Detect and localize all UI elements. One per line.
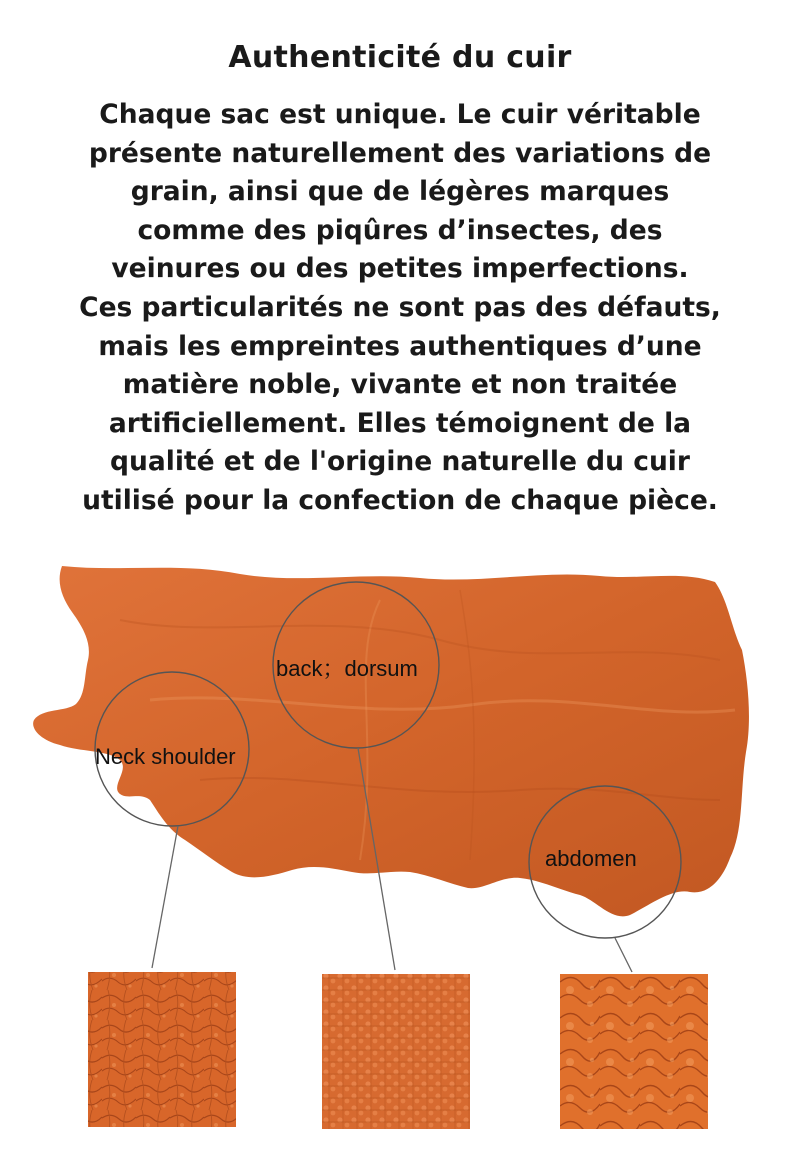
neck-texture-swatch — [88, 972, 236, 1127]
description-line: mais les empreintes authentiques d’une — [98, 330, 702, 362]
description-paragraph — [20, 96, 780, 521]
leather-hide — [33, 566, 749, 916]
belly-texture-swatch — [560, 974, 708, 1129]
description-line: veinures ou des petites imperfections. — [111, 253, 689, 285]
description-line: utilisé pour la confection de chaque pièce. — [82, 484, 718, 516]
belly-region-label: abdomen — [545, 846, 637, 871]
description-line: grain, ainsi que de légères marques — [130, 176, 670, 208]
description-line: Ces particularités ne sont pas des défauts, — [79, 291, 721, 323]
page-title: Authenticité du cuir — [228, 40, 572, 75]
description-line: comme des piqûres d’insectes, des — [137, 214, 663, 246]
description-line: qualité et de l'origine naturelle du cuir — [110, 446, 690, 478]
description-line: Chaque sac est unique. Le cuir véritable — [99, 99, 701, 130]
belly-connector-line — [615, 938, 632, 972]
neck-region-label: Neck shoulder — [95, 744, 236, 769]
description-line: artificiellement. Elles témoignent de la — [108, 407, 692, 439]
back-region-label: back；dorsum — [276, 656, 418, 681]
leather-hide-figure — [0, 540, 800, 1156]
neck-connector-line — [152, 826, 178, 968]
description-line: matière noble, vivante et non traitée — [122, 369, 678, 401]
back-texture-swatch — [322, 974, 470, 1129]
description-line: présente naturellement des variations de — [88, 137, 712, 169]
